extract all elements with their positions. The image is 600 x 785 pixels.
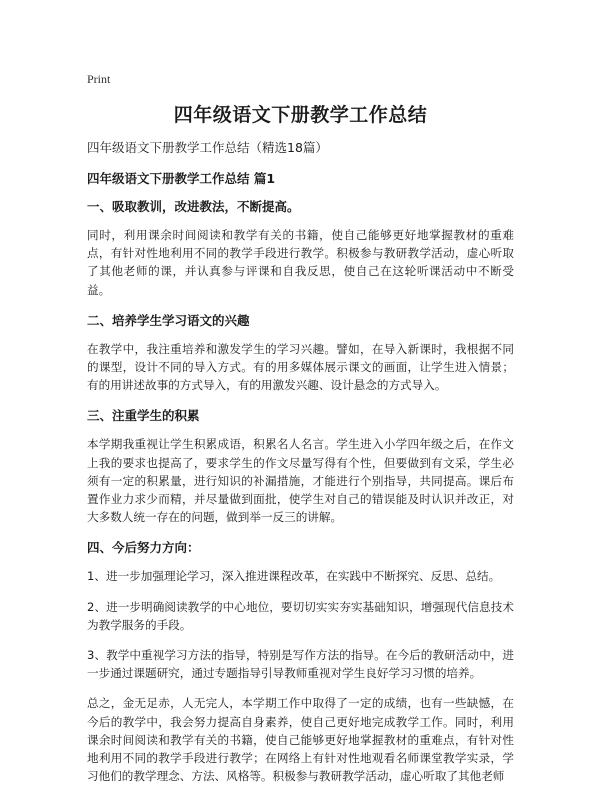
section-1 (87, 197, 514, 299)
section-heading: 二、培养学生学习语文的兴趣 (87, 312, 250, 328)
paragraph: 同时，利用课余时间阅读和教学有关的书籍，使自己能够更好地掌握教材的重难点，有针对性地利用不同的教学手段进行教学。积极参与教研教学活动，虚心听取了其他老师的课，并认真参与评课和自我反思，使自己在这轮听课活动中不断受益。 (87, 228, 514, 297)
section-heading: 三、注重学生的积累 (87, 408, 200, 424)
section-2 (87, 311, 514, 395)
paragraph: 本学期我重视让学生积累成语，积累名人名言。学生进入小学四年级之后，在作文上我的要求也提高了，要求学生的作文尽量写得有个性，但要做到有文采，学生必须有一定的积累量，进行知识的补漏措施，才能进行个别指导，共同提高。课后布置作业力求少而精，并尽量做到面批，使学生对自己的错误能及时认识并改正，对大多数人统一存在的问题，做到举一反三的讲解。 (87, 437, 514, 525)
paragraph: 总之，金无足赤，人无完人，本学期工作中取得了一定的成绩，也有一些缺憾，在今后的教学中，我会努力提高自身素养，使自己更好地完成教学工作。同时，利用课余时间阅读和教学有关的书籍，使自己能够更好地掌握教材的重难点，有针对性地利用不同的教学手段进行教学；在网络上有针对性地观看名师课堂教学实录，学习他们的教学理念、方法、风格等。积极参与教研教学活动，虚心听取了其他老师 (87, 696, 514, 784)
section-3 (87, 406, 514, 526)
section-heading: 一、吸取教训，改进教法，不断提高。 (87, 199, 300, 214)
document-subtitle: 四年级语文下册教学工作总结（精选18篇） (87, 140, 328, 155)
document-title: 四年级语文下册教学工作总结 (173, 104, 428, 126)
article-heading: 四年级语文下册教学工作总结 篇1 (87, 171, 276, 186)
paragraph: 在教学中，我注重培养和激发学生的学习兴趣。譬如，在导入新课时，我根据不同的课型，设计不同的导入方式。有的用多媒体展示课文的画面，让学生进入情景；有的用讲述故事的方式导入，有的用激发兴趣、设计悬念的方式导入。 (87, 341, 514, 393)
print-link[interactable]: Print (87, 72, 111, 86)
section-heading: 四、今后努力方向： (87, 540, 200, 556)
section-4 (87, 538, 514, 785)
list-item: 1、进一步加强理论学习，深入推进课程改革，在实践中不断探究、反思、总结。 (87, 569, 501, 584)
list-item: 2、进一步明确阅读教学的中心地位，要切切实实夯实基础知识，增强现代信息技术为教学服务的手段。 (87, 599, 514, 632)
list-item: 3、教学中重视学习方法的指导，特别是写作方法的指导。在今后的教研活动中，进一步通过课题研究，通过专题指导引导教师重视对学生良好学习习惯的培养。 (87, 648, 514, 681)
